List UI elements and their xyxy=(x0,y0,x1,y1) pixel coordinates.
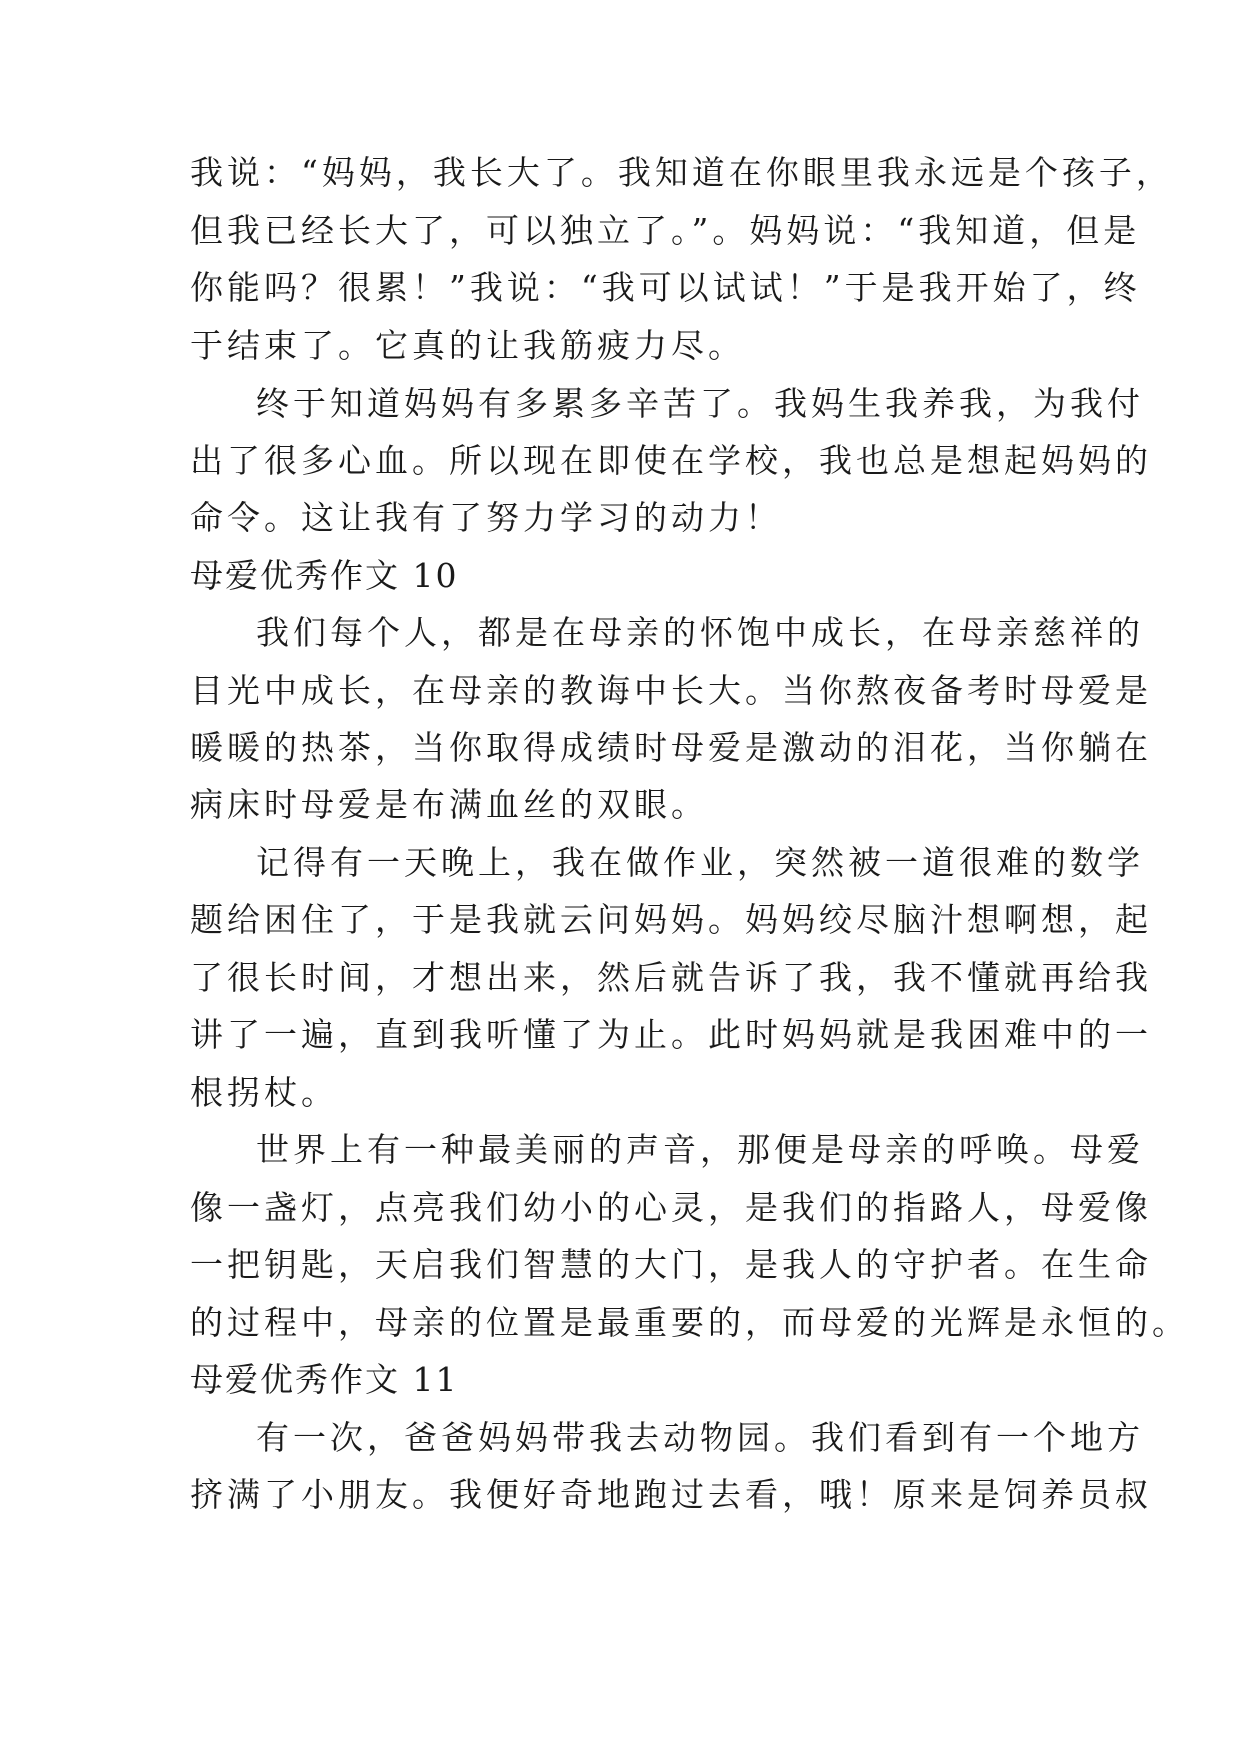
text-line: 病床时母爱是布满血丝的双眼。 xyxy=(190,785,708,824)
text-line: 终于知道妈妈有多累多辛苦了。我妈生我养我，为我付 xyxy=(256,384,1144,423)
text-line: 暖暖的热茶，当你取得成绩时母爱是激动的泪花，当你躺在 xyxy=(190,728,1152,767)
text-line: 世界上有一种最美丽的声音，那便是母亲的呼唤。母爱 xyxy=(256,1130,1144,1169)
text-line: 讲了一遍，直到我听懂了为止。此时妈妈就是我困难中的一 xyxy=(190,1015,1152,1054)
text-line: 的过程中，母亲的位置是最重要的，而母爱的光辉是永恒的。 xyxy=(190,1303,1189,1342)
text-line: 有一次，爸爸妈妈带我去动物园。我们看到有一个地方 xyxy=(256,1418,1144,1457)
text-line: 我们每个人，都是在母亲的怀饱中成长，在母亲慈祥的 xyxy=(256,613,1144,652)
section-heading: 母爱优秀作文 11 xyxy=(190,1360,459,1399)
text-line: 题给困住了，于是我就云问妈妈。妈妈绞尽脑汁想啊想，起 xyxy=(190,900,1152,939)
section-heading: 母爱优秀作文 10 xyxy=(190,556,459,595)
text-line: 于结束了。它真的让我筋疲力尽。 xyxy=(190,326,745,365)
text-line: 我说：“妈妈，我长大了。我知道在你眼里我永远是个孩子， xyxy=(190,153,1173,192)
text-line: 一把钥匙，天启我们智慧的大门，是我人的守护者。在生命 xyxy=(190,1245,1152,1284)
text-line: 挤满了小朋友。我便好奇地跑过去看，哦！原来是饲养员叔 xyxy=(190,1475,1152,1514)
text-line: 了很长时间，才想出来，然后就告诉了我，我不懂就再给我 xyxy=(190,958,1152,997)
text-line: 根拐杖。 xyxy=(190,1073,338,1112)
text-line: 目光中成长，在母亲的教诲中长大。当你熬夜备考时母爱是 xyxy=(190,671,1152,710)
text-line: 命令。这让我有了努力学习的动力！ xyxy=(190,498,782,537)
text-line: 像一盏灯，点亮我们幼小的心灵，是我们的指路人，母爱像 xyxy=(190,1188,1152,1227)
text-line: 你能吗？很累！”我说：“我可以试试！”于是我开始了，终 xyxy=(190,268,1141,307)
text-line: 但我已经长大了，可以独立了。”。妈妈说：“我知道，但是 xyxy=(190,211,1141,250)
text-line: 出了很多心血。所以现在即使在学校，我也总是想起妈妈的 xyxy=(190,441,1152,480)
text-line: 记得有一天晚上，我在做作业，突然被一道很难的数学 xyxy=(256,843,1144,882)
